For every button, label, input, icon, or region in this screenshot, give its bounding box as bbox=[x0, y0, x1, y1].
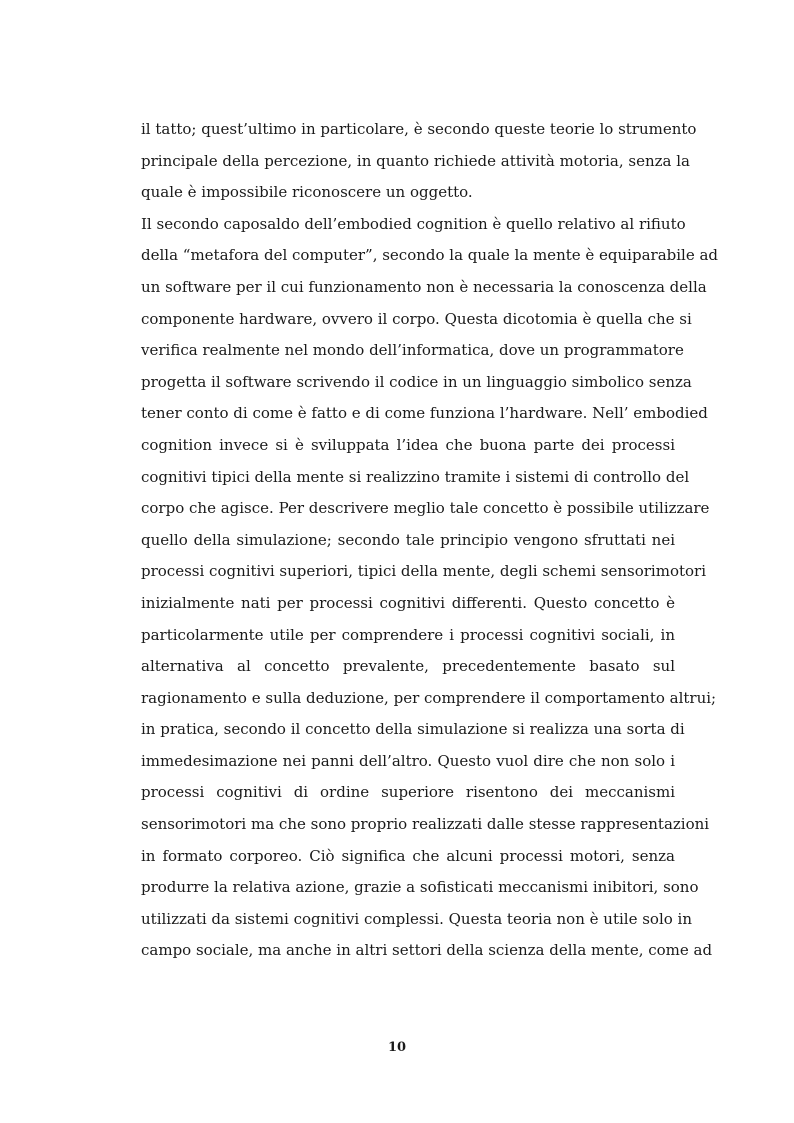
text-line: cognition invece si è sviluppata l’idea che buona parte dei processi bbox=[141, 435, 675, 454]
text-line: Il secondo caposaldo dell’embodied cognition è quello relativo al rifiuto bbox=[141, 214, 686, 233]
text-line: particolarmente utile per comprendere i processi cognitivi sociali, in bbox=[141, 625, 675, 644]
text-line: sensorimotori ma che sono proprio realizzati dalle stesse rappresentazioni bbox=[141, 815, 710, 834]
text-line: della “metafora del computer”, secondo la quale la mente è equiparabile ad bbox=[141, 246, 719, 265]
text-line: cognitivi tipici della mente si realizzino tramite i sistemi di controllo del bbox=[141, 467, 690, 486]
text-line: progetta il software scrivendo il codice in un linguaggio simbolico senza bbox=[141, 372, 692, 391]
text-line: componente hardware, ovvero il corpo. Questa dicotomia è quella che si bbox=[141, 309, 692, 328]
text-line: in pratica, secondo il concetto della simulazione si realizza una sorta di bbox=[141, 720, 685, 739]
page-number: 10 bbox=[387, 1040, 407, 1055]
text-line: tener conto di come è fatto e di come funziona l’hardware. Nell’ embodied bbox=[141, 404, 708, 423]
body-text bbox=[141, 114, 719, 967]
text-line: ragionamento e sulla deduzione, per comprendere il comportamento altrui; bbox=[141, 688, 717, 707]
text-line: produrre la relativa azione, grazie a sofisticati meccanismi inibitori, sono bbox=[141, 878, 699, 897]
text-line: principale della percezione, in quanto richiede attività motoria, senza la bbox=[141, 151, 690, 170]
text-line: processi cognitivi superiori, tipici della mente, degli schemi sensorimotori bbox=[141, 562, 706, 581]
text-line: immedesimazione nei panni dell’altro. Questo vuol dire che non solo i bbox=[141, 751, 675, 770]
text-line: in formato corporeo. Ciò significa che alcuni processi motori, senza bbox=[141, 846, 675, 865]
text-line: quale è impossibile riconoscere un oggetto. bbox=[141, 183, 473, 202]
text-line: campo sociale, ma anche in altri settori della scienza della mente, come ad bbox=[141, 941, 713, 960]
text-line: alternativa al concetto prevalente, precedentemente basato sul bbox=[141, 657, 675, 676]
text-line: utilizzati da sistemi cognitivi complessi. Questa teoria non è utile solo in bbox=[141, 909, 693, 928]
text-line: quello della simulazione; secondo tale principio vengono sfruttati nei bbox=[141, 530, 675, 549]
text-line: processi cognitivi di ordine superiore risentono dei meccanismi bbox=[141, 783, 675, 802]
text-line: corpo che agisce. Per descrivere meglio tale concetto è possibile utilizzare bbox=[141, 499, 710, 518]
text-line: il tatto; quest’ultimo in particolare, è secondo queste teorie lo strumento bbox=[141, 120, 697, 138]
text-line: inizialmente nati per processi cognitivi differenti. Questo concetto è bbox=[141, 593, 675, 612]
text-line: verifica realmente nel mondo dell’informatica, dove un programmatore bbox=[141, 341, 684, 360]
text-line: un software per il cui funzionamento non è necessaria la conoscenza della bbox=[141, 277, 707, 296]
